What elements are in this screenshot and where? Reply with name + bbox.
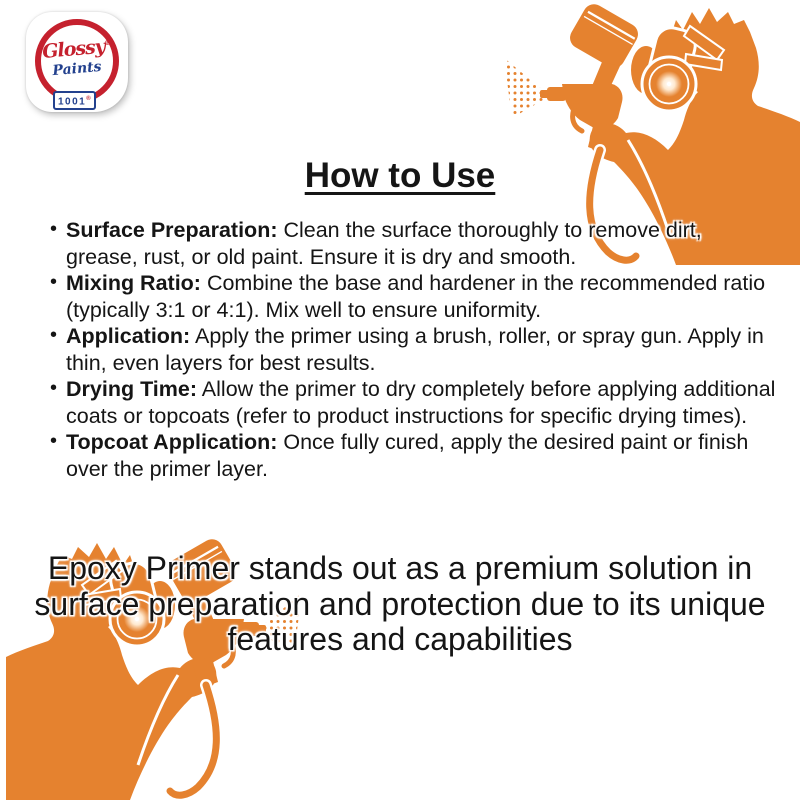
step-label: Topcoat Application: <box>66 430 278 454</box>
step-text: Combine the base and hardener in the recommended ratio (typically 3:1 or 4:1). Mix well to ensure uniformity. <box>66 271 766 322</box>
closing-line: features and capabilities <box>227 621 573 657</box>
registered-mark: ® <box>103 37 112 48</box>
step-text: Clean the surface thoroughly to remove dirt, grease, rust, or old paint. Ensure it is dry and smooth. <box>66 218 702 269</box>
bullet-dot: • <box>50 324 58 346</box>
step-application <box>46 323 778 376</box>
registered-mark: ® <box>86 96 91 102</box>
closing-statement <box>0 551 800 658</box>
step-text: Once fully cured, apply the desired paint or finish over the primer layer. <box>66 430 749 481</box>
step-label: Application: <box>66 324 191 348</box>
step-text: Apply the primer using a brush, roller, or spray gun. Apply in thin, even layers for best results. <box>66 324 764 375</box>
step-label: Surface Preparation: <box>66 218 278 242</box>
logo-badge: 1001® <box>53 91 96 110</box>
logo-sub-text: Paints <box>51 58 103 80</box>
bullet-dot: • <box>50 377 58 399</box>
closing-line: Epoxy Primer stands out as a premium solution in <box>47 550 753 586</box>
how-to-steps-list <box>46 217 778 482</box>
step-label: Mixing Ratio: <box>66 271 201 295</box>
step-text: Allow the primer to dry completely before applying additional coats or topcoats (refer to product instructions for specific drying times). <box>66 377 776 428</box>
bullet-dot: • <box>50 430 58 452</box>
bullet-dot: • <box>50 271 58 293</box>
step-mixing-ratio <box>46 270 778 323</box>
page-title: How to Use <box>304 156 496 195</box>
logo-brand-text: Glossy® <box>41 35 112 63</box>
step-drying-time <box>46 376 778 429</box>
step-topcoat-application <box>46 429 778 482</box>
glossy-paints-logo <box>26 12 128 112</box>
bullet-dot: • <box>50 218 58 240</box>
closing-line: surface preparation and protection due to its unique <box>34 585 766 622</box>
step-label: Drying Time: <box>66 377 198 401</box>
step-surface-preparation <box>46 217 778 270</box>
